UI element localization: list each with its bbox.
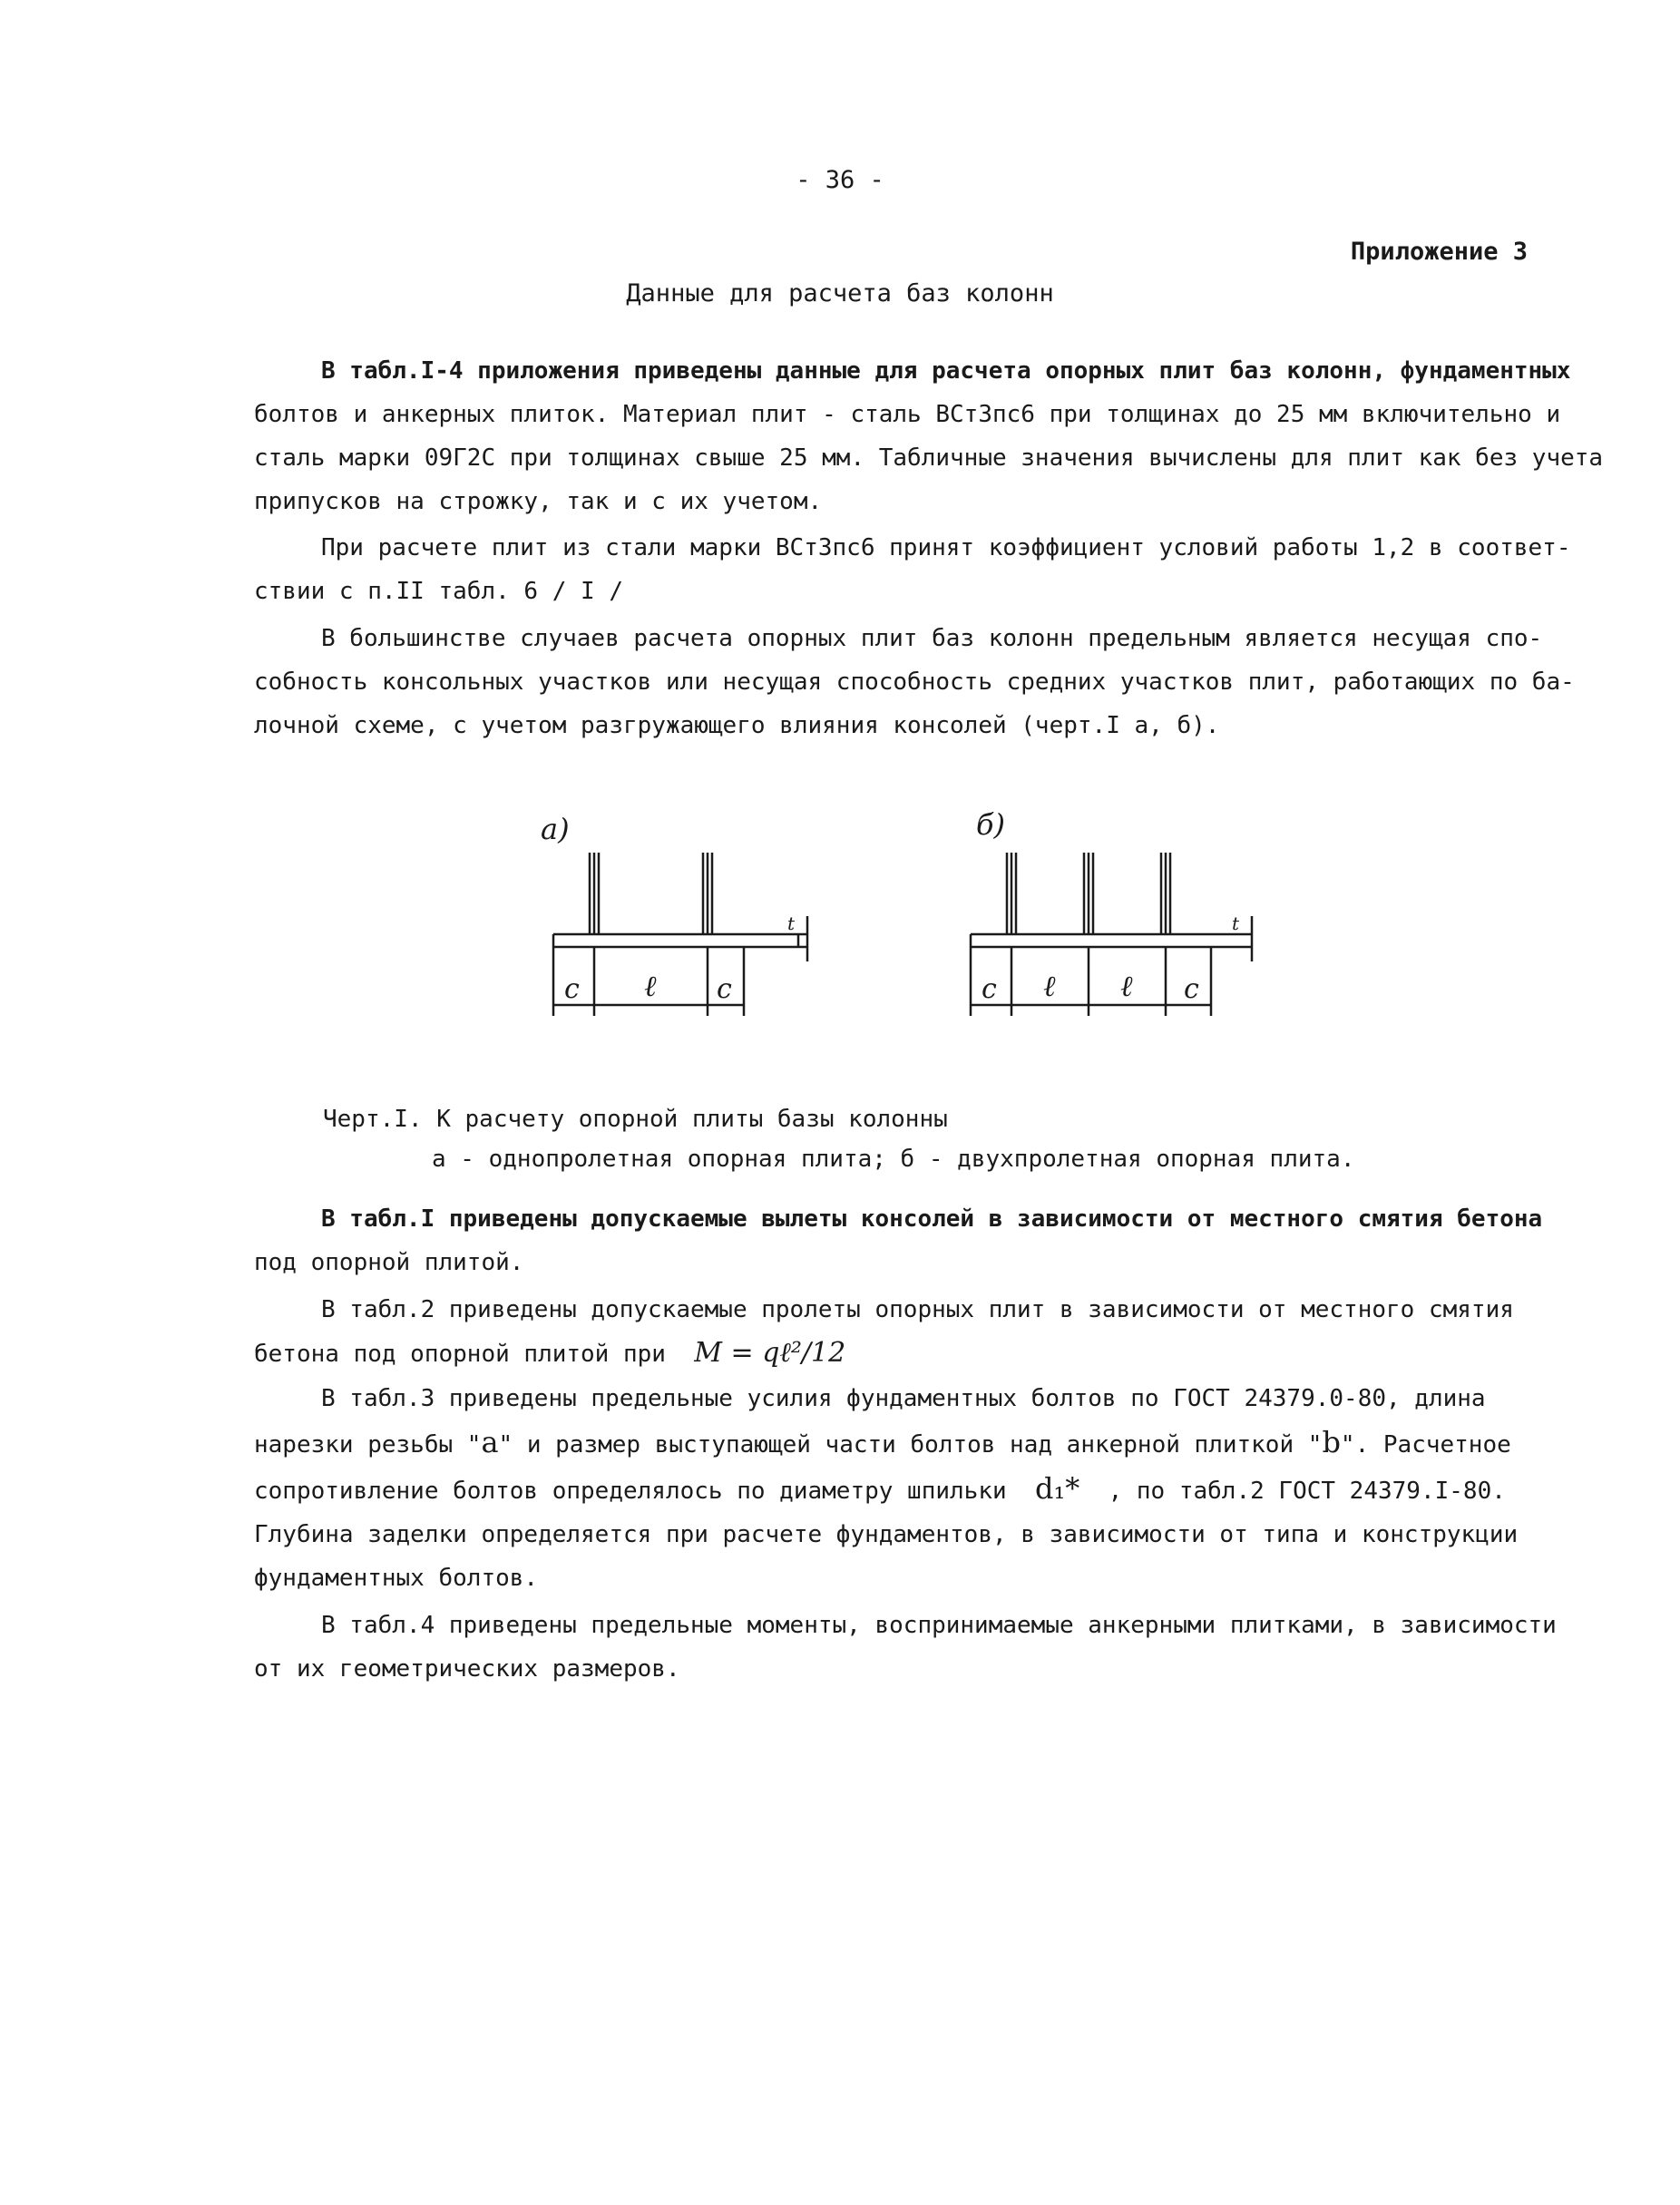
paragraph-6 [254, 1377, 1560, 1600]
text-line: ствии с п.II табл. 6 / I / [254, 578, 623, 605]
text-fragment: " и размер выступающей части болтов над анкерной плиткой " [498, 1431, 1323, 1459]
paragraph-2 [254, 526, 1571, 613]
dim-c-right: c [717, 973, 732, 1005]
paragraph-4 [254, 1197, 1560, 1284]
document-title: Данные для расчета баз колонн [626, 279, 1054, 307]
text-fragment: нарезки резьбы " [254, 1431, 482, 1459]
text-line: под опорной плитой. [254, 1249, 524, 1276]
text-line: от их геометрических размеров. [254, 1655, 680, 1683]
text-line: В табл.2 приведены допускаемые пролеты опорных плит в зависимости от местного смятия [321, 1296, 1514, 1323]
appendix-label: Приложение 3 [1350, 238, 1528, 266]
text-fragment: , по табл.2 ГОСТ 24379.I-80. [1108, 1478, 1506, 1505]
moment-formula: M = qℓ²/12 [694, 1337, 846, 1369]
text-line: фундаментных болтов. [254, 1565, 539, 1592]
dim-c-left: c [564, 973, 580, 1005]
diagram-a-label: а) [541, 812, 570, 846]
text-line: В большинстве случаев расчета опорных плит баз колонн предельным является несущая спо- [321, 625, 1543, 652]
text-fragment: ". Расчетное [1340, 1431, 1511, 1459]
paragraph-3 [254, 617, 1575, 747]
text-line: Глубина заделки определяется при расчете фундаментов, в зависимости от типа и конструкции [254, 1521, 1519, 1548]
text-line: собность консольных участков или несущая способность средних участков плит, работающих по ба- [254, 668, 1575, 696]
text-line: В табл.4 приведены предельные моменты, воспринимаемые анкерными плитками, в зависимости [321, 1612, 1557, 1639]
text-line: В табл.3 приведены предельные усилия фундаментных болтов по ГОСТ 24379.0-80, длина [321, 1385, 1486, 1412]
text-line: припусков на строжку, так и с их учетом. [254, 488, 823, 515]
dim-l: ℓ [644, 969, 657, 1003]
dim-t: t [1232, 912, 1240, 934]
dim-l-1: ℓ [1043, 969, 1056, 1003]
text-line: При расчете плит из стали марки ВСт3пс6 принят коэффициент условий работы 1,2 в соответ- [321, 534, 1571, 561]
paragraph-5 [254, 1288, 1560, 1376]
page-number: - 36 - [796, 166, 884, 194]
symbol-b: b [1322, 1425, 1341, 1459]
paragraph-1 [254, 349, 1604, 523]
symbol-a: a [481, 1425, 499, 1459]
dim-l-2: ℓ [1120, 969, 1133, 1003]
dim-t: t [787, 912, 796, 934]
diagram-single-span [541, 812, 807, 1016]
caption-line-2: а - однопролетная опорная плита; б - двухпролетная опорная плита. [432, 1146, 1355, 1173]
text-line: В табл.I-4 приложения приведены данные для расчета опорных плит баз колонн, фундаментных [321, 357, 1571, 385]
diagram-b-label: б) [976, 807, 1006, 842]
text-fragment: сопротивление болтов определялось по диаметру шпильки [254, 1478, 1007, 1505]
figure-caption [323, 1099, 1354, 1179]
text-line: бетона под опорной плитой при [254, 1341, 666, 1368]
plate-diagrams [535, 798, 1279, 1061]
dim-c-right: c [1184, 973, 1199, 1005]
paragraph-7 [254, 1604, 1560, 1691]
diagram-double-span [971, 807, 1252, 1016]
text-line: В табл.I приведены допускаемые вылеты консолей в зависимости от местного смятия бетона [321, 1205, 1543, 1233]
text-line: сталь марки 09Г2С при толщинах свыше 25 мм. Табличные значения вычислены для плит как без учета [254, 444, 1604, 472]
text-line: болтов и анкерных плиток. Материал плит - сталь ВСт3пс6 при толщинах до 25 мм включительно и [254, 401, 1561, 428]
text-line: лочной схеме, с учетом разгружающего влияния консолей (черт.I а, б). [254, 712, 1220, 739]
symbol-d1: d₁* [1034, 1471, 1080, 1506]
caption-line-1: Черт.I. К расчету опорной плиты базы колонны [323, 1106, 948, 1133]
dim-c-left: c [982, 973, 997, 1005]
